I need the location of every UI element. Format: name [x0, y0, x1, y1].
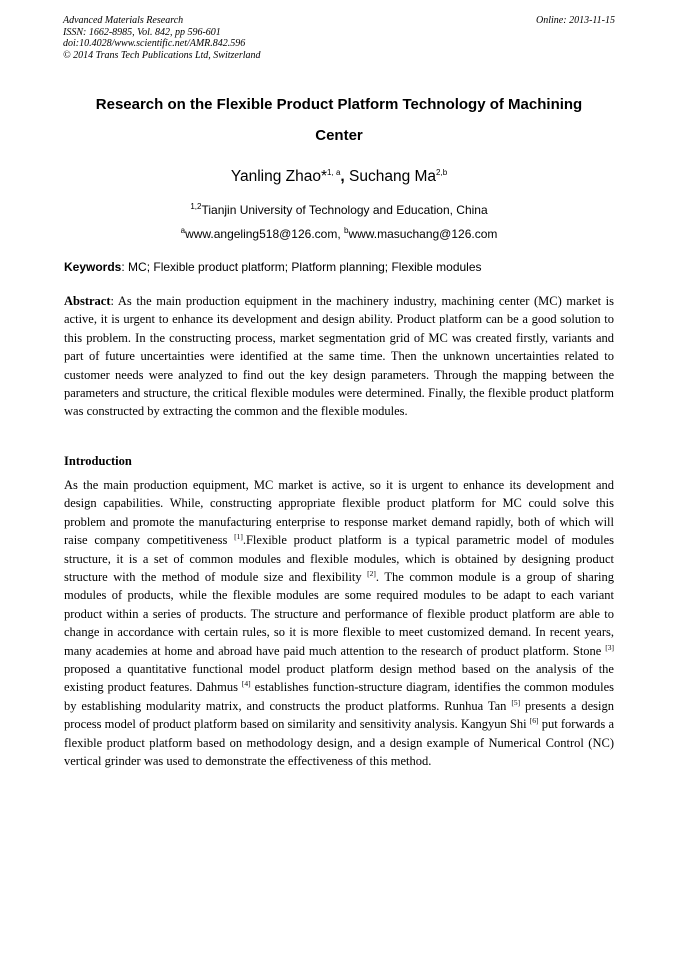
publication-header	[63, 15, 615, 61]
affiliation-text: Tianjin University of Technology and Education, China	[201, 203, 488, 217]
author-list	[60, 166, 618, 188]
citation-5: [5]	[511, 697, 521, 707]
citation-1: [1]	[234, 532, 243, 542]
author-2-affiliation-mark: 2,b	[436, 167, 448, 177]
intro-text: proposed a quantitative functional model product platform design method based on the analysis of the existing product features. Dahmus	[64, 662, 614, 695]
citation-3: [3]	[605, 642, 614, 652]
citation-4: [4]	[241, 679, 251, 689]
intro-text: .Flexible product platform is a typical parametric model of modules structure, it is a set of common modules and flexible modules, which is obtained by designing product structure with the method of module size and flexibility	[64, 533, 614, 585]
keywords-label: Keywords	[64, 260, 122, 274]
online-date: Online: 2013-11-15	[536, 15, 615, 26]
keywords-text: : MC; Flexible product platform; Platform planning; Flexible modules	[121, 260, 482, 274]
keywords	[64, 259, 616, 275]
issn-line: ISSN: 1662-8985, Vol. 842, pp 596-601	[63, 26, 221, 38]
email-a: www.angeling518@126.com,	[185, 227, 345, 241]
affiliation	[60, 202, 618, 218]
abstract	[64, 292, 614, 421]
intro-text: As the main production equipment, MC market is active, so it is urgent to enhance its development and design capabilities. While, constructing appropriate flexible product platform for MC could solve this problem and promote the manufacturing enterprise to response market demand rapidly, both of which will raise company competitiveness	[64, 478, 614, 548]
copyright-line: © 2014 Trans Tech Publications Ltd, Switzerland	[63, 49, 261, 61]
affiliation-mark: 1,2	[190, 202, 202, 211]
author-name-1: Yanling Zhao*	[230, 168, 328, 185]
author-emails	[60, 226, 618, 242]
doi-line: doi:10.4028/www.scientific.net/AMR.842.596	[63, 38, 246, 49]
author-name-2: Suchang Ma	[349, 168, 437, 185]
intro-text: presents a design process model of product platform based on similarity and sensitivity analysis. Kangyun Shi	[64, 698, 614, 732]
title-line-1: Research on the Flexible Product Platform Technology of Machining	[95, 96, 583, 113]
citation-2: [2]	[367, 568, 376, 578]
abstract-label: Abstract	[64, 294, 111, 308]
intro-text: put forwards a flexible product platform based on methodology design, and a design example of Numerical Control (NC) vertical grinder was used to demonstrate the effectiveness of this method.	[64, 717, 614, 769]
abstract-text: : As the main production equipment in the machinery industry, machining center (MC) market is active, it is urgent to enhance its development and design ability. Product platform can be a good solution to this problem. In the constructing process, market segmentation grid of MC was created firstly, variants and part of future uncertainties were identified at the same time. Then the unknown uncertainties related to customer needs were analyzed to find out the key design parameters. Through the mapping between the parameters and structure, the critical flexible modules were determined. Finally, the flexible product platform was constructed by extracting the common and the flexible modules.	[64, 294, 614, 419]
citation-6: [6]	[529, 716, 539, 726]
intro-text: . The common module is a group of sharing modules of products, while the flexible modules are some required modules to be adapt to each variant product within a series of products. The structure and performance of flexible product platform are able to change in accordance with certain rules, so it is more flexible to meet customized demand. In recent years, many academies at home and abroad have paid much attention to the research of product platform. Stone	[64, 570, 614, 658]
email-b: www.masuchang@126.com	[348, 227, 498, 241]
intro-text: establishes function-structure diagram, identifies the common modules by establishing modularity matrix, and constructs the product platforms. Runhua Tan	[64, 680, 614, 713]
section-heading-introduction: Introduction	[64, 454, 132, 468]
author-1-affiliation-mark: 1, a	[327, 167, 341, 177]
journal-name: Advanced Materials Research	[63, 15, 184, 26]
title-line-2: Center	[315, 127, 363, 144]
author-separator: ,	[340, 168, 350, 185]
paper-title	[60, 89, 618, 151]
introduction-paragraph	[64, 476, 614, 771]
email-mark-a: a	[180, 226, 186, 235]
email-mark-b: b	[344, 226, 349, 235]
